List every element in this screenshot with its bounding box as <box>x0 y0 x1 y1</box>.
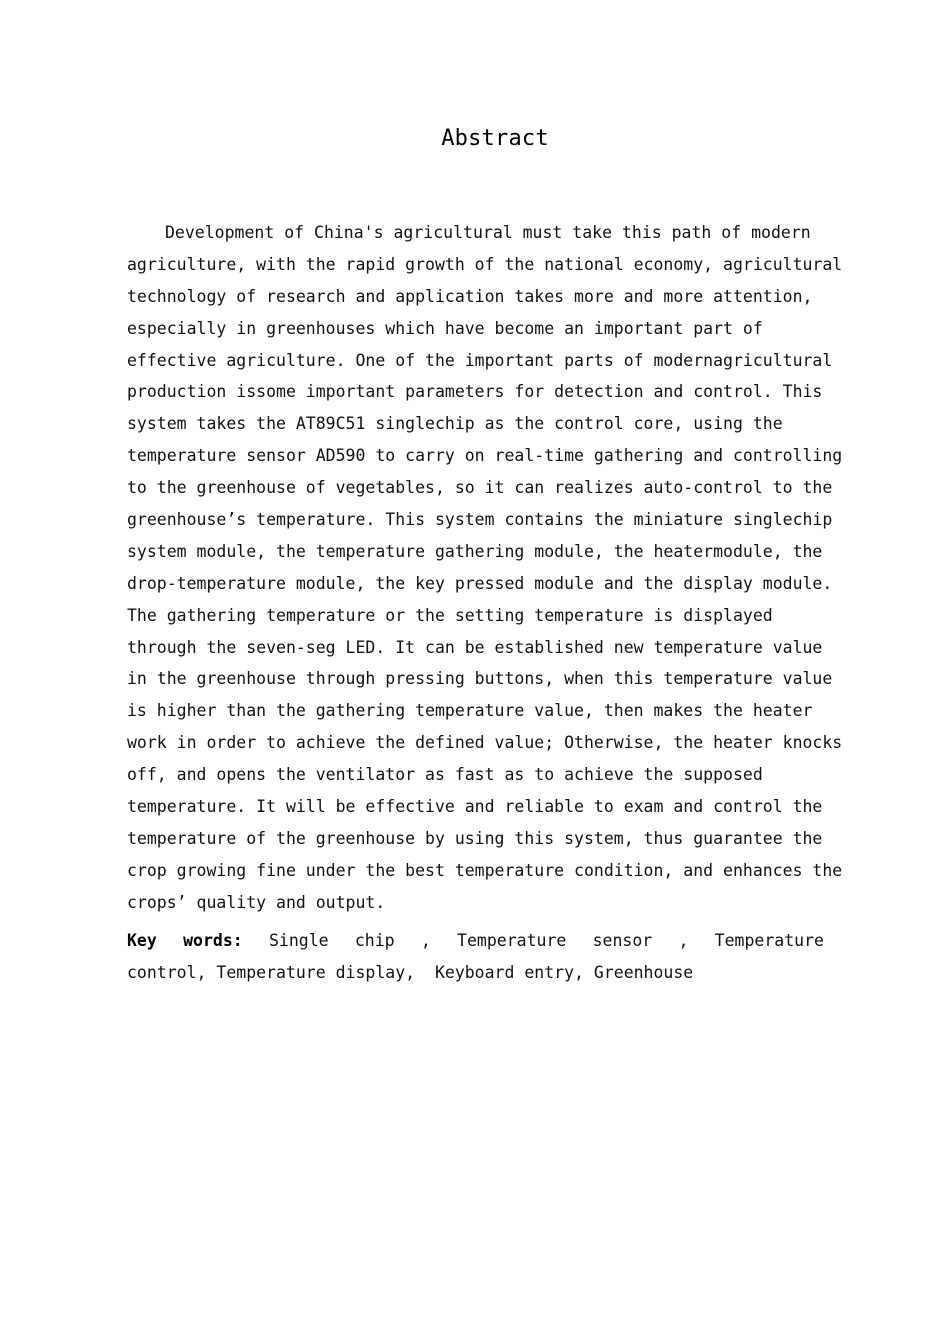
keywords-label-key: Key <box>127 931 157 950</box>
abstract-line: temperature sensor AD590 to carry on real-time gathering and controlling <box>127 446 843 466</box>
abstract-line: through the seven-seg LED. It can be established new temperature value <box>127 637 823 657</box>
keyword-token: Temperature <box>714 931 824 950</box>
abstract-line: greenhouse’s temperature. This system contains the miniature singlechip <box>127 510 833 530</box>
keyword-token: Single <box>268 931 329 950</box>
abstract-line: effective agriculture. One of the important parts of modernagricultural <box>127 350 833 370</box>
abstract-line: system takes the AT89C51 singlechip as the control core, using the <box>127 414 783 434</box>
page-title: Abstract <box>441 126 549 151</box>
abstract-line: system module, the temperature gathering module, the heatermodule, the <box>127 541 823 561</box>
abstract-line: crop growing fine under the best temperature condition, and enhances the <box>127 860 843 880</box>
abstract-body <box>127 217 843 919</box>
keywords-label-words: words: <box>183 931 243 950</box>
abstract-line: is higher than the gathering temperature value, then makes the heater <box>127 701 813 721</box>
keywords-line <box>127 925 824 957</box>
abstract-line: drop-temperature module, the key pressed module and the display module. <box>127 573 833 593</box>
abstract-line: work in order to achieve the defined value; Otherwise, the heater knocks <box>127 733 843 753</box>
abstract-line: Development of China's agricultural must take this path of modern <box>165 223 811 242</box>
abstract-line: agriculture, with the rapid growth of the national economy, agricultural <box>127 254 843 274</box>
keyword-token: Temperature <box>457 931 567 950</box>
keyword-token: sensor <box>592 931 653 950</box>
keywords-line: control, Temperature display, Keyboard entry, Greenhouse <box>127 963 694 982</box>
abstract-line: crops’ quality and output. <box>127 892 386 912</box>
abstract-line: production issome important parameters for detection and control. This <box>127 382 823 402</box>
keyword-token: chip <box>354 931 395 950</box>
abstract-line: temperature. It will be effective and reliable to exam and control the <box>127 797 823 817</box>
keyword-separator: , <box>678 931 689 950</box>
abstract-line: temperature of the greenhouse by using this system, thus guarantee the <box>127 828 823 848</box>
abstract-line: especially in greenhouses which have become an important part of <box>127 318 763 338</box>
abstract-line: technology of research and application takes more and more attention, <box>127 286 813 306</box>
abstract-line: to the greenhouse of vegetables, so it can realizes auto-control to the <box>127 478 833 498</box>
abstract-line: in the greenhouse through pressing buttons, when this temperature value <box>127 669 833 689</box>
keyword-separator: , <box>420 931 431 950</box>
abstract-line: off, and opens the ventilator as fast as to achieve the supposed <box>127 765 763 785</box>
abstract-line: The gathering temperature or the setting temperature is displayed <box>127 605 773 625</box>
keywords-section <box>127 925 824 989</box>
